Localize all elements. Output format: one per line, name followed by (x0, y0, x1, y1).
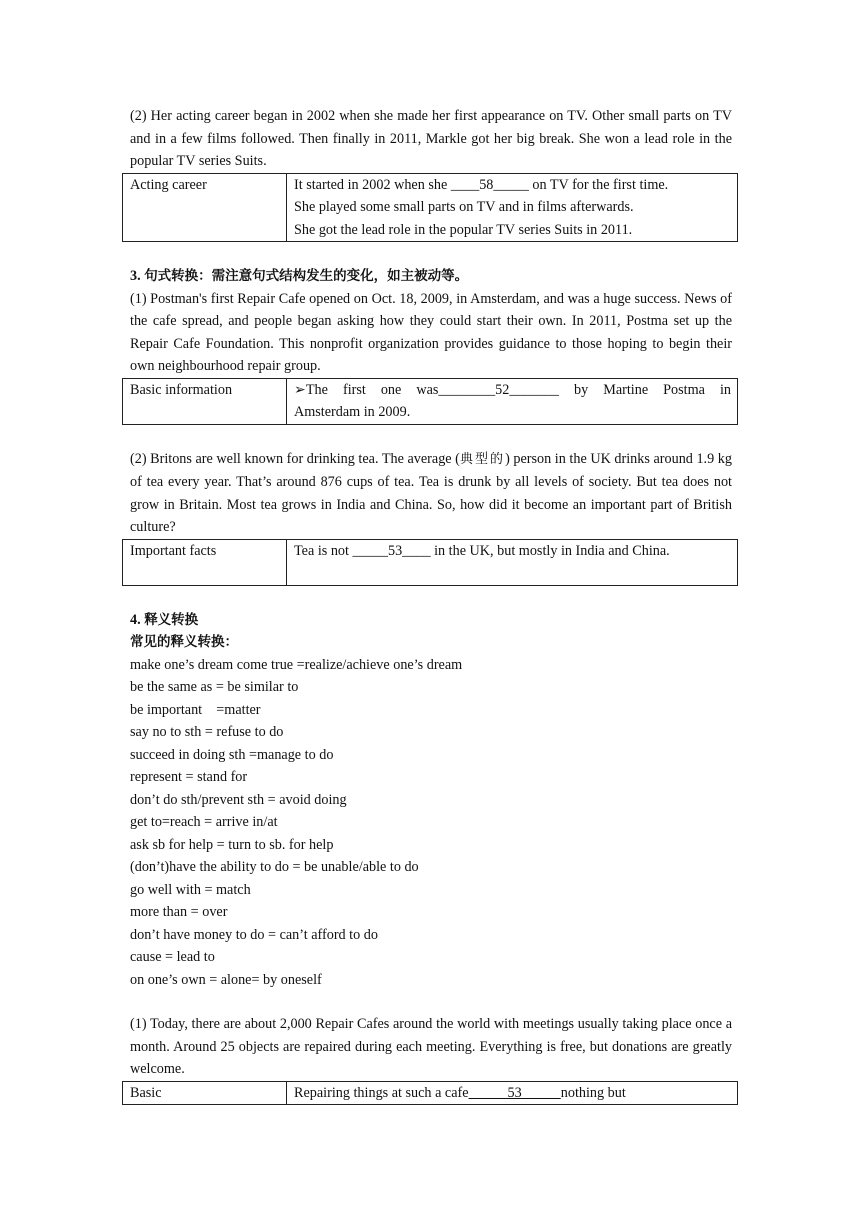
table-content-cell (287, 378, 738, 424)
list-item: be important =matter (130, 701, 261, 718)
table-line: She got the lead role in the popular TV series Suits in 2011. (294, 221, 633, 238)
section-subtitle: 常见的释义转换： (130, 634, 238, 650)
table-line: She played some small parts on TV and in films afterwards. (294, 199, 634, 215)
table-acting-career (122, 173, 738, 243)
list-item: be the same as = be similar to (130, 679, 299, 695)
section-title: 句式转换：需注意句式结构发生的变化，如主被动等。 (144, 268, 469, 284)
list-item: don’t have money to do = can’t afford to do (130, 926, 378, 943)
table-row (123, 173, 738, 242)
list-item: (don’t)have the ability to do = be unable/able to do (130, 859, 419, 875)
section-heading-4 (130, 609, 732, 632)
table-line: It started in 2002 when she ____58_____ on TV for the first time. (294, 176, 669, 193)
paragraph-text: ) person in the UK drinks around 1.9 kg of tea every year. That’s around 876 cups of tea. Tea is drunk by all levels of society. But tea does not grow in Britain. Most tea grows in India and China. So, how did it become an important part of British culture? (130, 450, 732, 535)
list-item: cause = lead to (130, 949, 215, 965)
paragraph-acting-career: (2) Her acting career began in 2002 when she made her first appearance on TV. Other small parts on TV and in a few films followed. Then finally in 2011, Markle got her big break. She won a lead role in the popular TV series Suits. (130, 108, 732, 169)
section-title: 释义转换 (144, 611, 199, 628)
table-basic (122, 1081, 738, 1106)
table-text: Repairing things at such a cafe (294, 1084, 469, 1101)
table-row (123, 539, 738, 585)
paragraph-british-tea (130, 448, 732, 539)
answer-blank: 53 (468, 1084, 561, 1101)
document-page (130, 105, 732, 1105)
table-row (123, 378, 738, 424)
section-heading-3 (130, 265, 732, 288)
table-content-cell (287, 173, 738, 242)
table-label-cell: Acting career (123, 173, 287, 242)
section-number: 4. (130, 611, 141, 628)
spacer (130, 242, 732, 264)
paragraph-repair-cafe: (1) Postman's first Repair Cafe opened on Oct. 18, 2009, in Amsterdam, and was a huge success. News of the cafe spread, and people began asking how they could start their own. In 2011, Postma set up the Repair Cafe Foundation. This nonprofit organization provides guidance to those hoping to begin their own neighbourhood repair group. (130, 290, 732, 374)
table-content-cell (287, 1081, 738, 1105)
spacer (130, 991, 732, 1013)
table-label-cell: Basic (123, 1081, 287, 1105)
list-item: get to=reach = arrive in/at (130, 814, 278, 830)
table-basic-information (122, 378, 738, 425)
phrase-list (130, 654, 732, 992)
table-line: Tea is not _____53____ in the UK, but mostly in India and China. (294, 542, 670, 559)
spacer (130, 425, 732, 447)
list-item: make one’s dream come true =realize/achieve one’s dream (130, 656, 463, 673)
list-item: more than = over (130, 904, 228, 920)
table-label-cell: Important facts (123, 539, 287, 585)
list-item: succeed in doing sth =manage to do (130, 746, 334, 763)
paragraph-repair-cafes-today: (1) Today, there are about 2,000 Repair Cafes around the world with meetings usually taking place once a month. Around 25 objects are repaired during each meeting. Everything is free, but donations are greatly welcome. (130, 1016, 732, 1077)
table-line (294, 1082, 731, 1105)
list-item: represent = stand for (130, 769, 248, 785)
table-row (123, 1081, 738, 1105)
chinese-gloss: 典型的 (459, 451, 506, 467)
table-text: nothing but (560, 1084, 626, 1101)
table-label-cell: Basic information (123, 378, 287, 424)
table-important-facts (122, 539, 738, 586)
list-item: say no to sth = refuse to do (130, 724, 284, 740)
table-line: ➢The first one was________52_______ by Martine Postma in (294, 381, 731, 398)
list-item: don’t do sth/prevent sth = avoid doing (130, 791, 347, 808)
list-item: on one’s own = alone= by oneself (130, 971, 322, 988)
list-item: go well with = match (130, 881, 251, 898)
spacer (130, 586, 732, 608)
table-line: Amsterdam in 2009. (294, 404, 411, 420)
section-number: 3. (130, 268, 141, 284)
table-content-cell (287, 539, 738, 585)
paragraph-text: (2) Britons are well known for drinking tea. The average ( (130, 450, 460, 467)
list-item: ask sb for help = turn to sb. for help (130, 836, 334, 853)
